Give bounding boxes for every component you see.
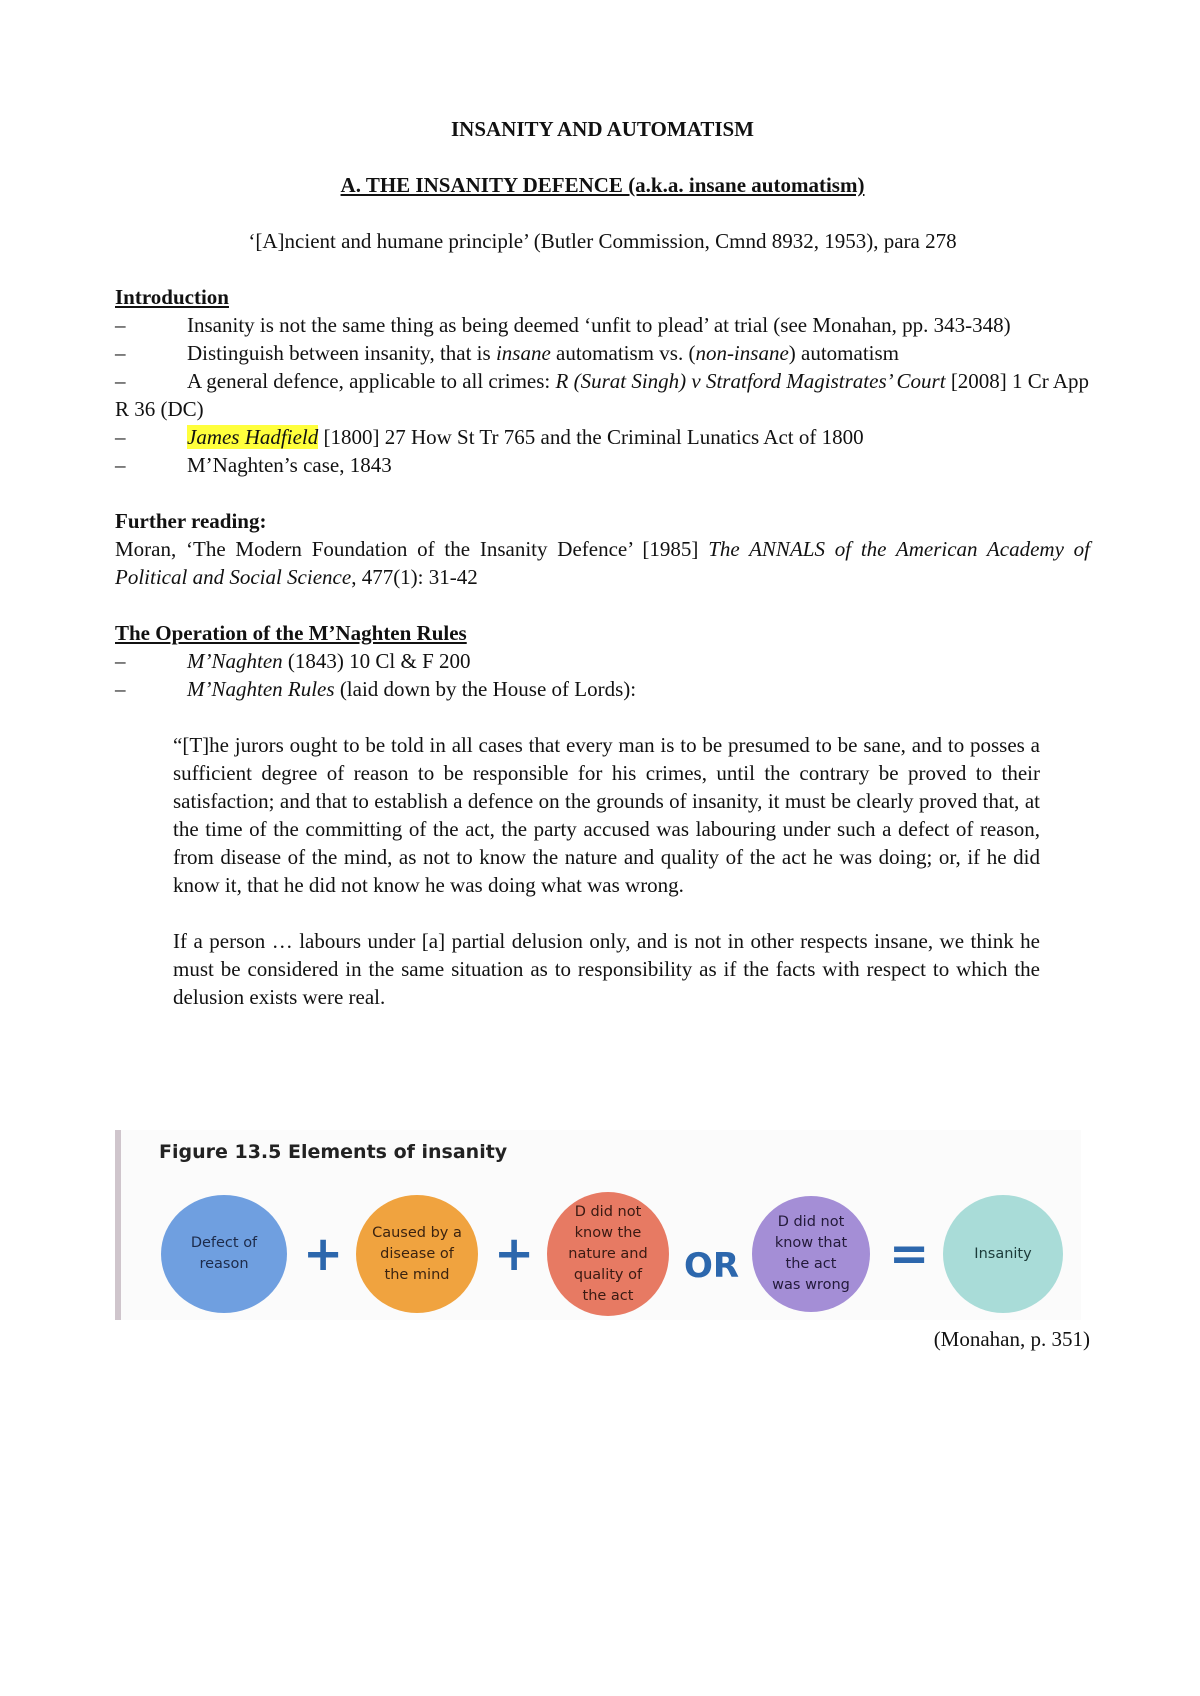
or-operator: OR [684, 1246, 740, 1286]
mnaghten-quote-paragraph-2: If a person … labours under [a] partial delusion only, and is not in other respects insane, we think he must be considered in the same situation as to responsibility as if the facts with respect to which the delusion exists were real. [173, 929, 1040, 1009]
dash: – [115, 677, 126, 701]
reading-text: , 477(1): 31-42 [351, 565, 478, 589]
circle-label: Caused by a disease of the mind [372, 1224, 462, 1283]
circle-label: Defect of reason [190, 1235, 258, 1272]
further-reading-text [115, 535, 1090, 591]
dash: – [115, 341, 126, 365]
circle-label: D did not know the nature and quality of the act [568, 1203, 648, 1304]
intro-item-5 [115, 451, 1090, 479]
equals-sign: = [889, 1226, 930, 1282]
intro-item-2-text: ) automatism [788, 341, 899, 365]
defect-of-reason-circle [161, 1195, 287, 1313]
intro-item-4-text: [1800] 27 How St Tr 765 and the Criminal Lunatics Act of 1800 [318, 425, 864, 449]
rules-name: M’Naghten Rules [187, 677, 335, 701]
intro-item-2-text: automatism vs. ( [550, 341, 696, 365]
plus-sign: + [494, 1226, 535, 1282]
case-citation: R (Surat Singh) v Stratford Magistrates’ Court [555, 369, 946, 393]
nature-quality-circle [547, 1192, 669, 1316]
case-name: M’Naghten [187, 649, 283, 673]
dash: – [115, 313, 126, 337]
dash: – [115, 369, 126, 393]
intro-item-3-text: [2008] 1 Cr App R 36 (DC) [115, 369, 1090, 421]
plus-sign: + [303, 1226, 344, 1282]
dash: – [115, 453, 126, 477]
intro-item-3-text: A general defence, applicable to all crimes: [187, 369, 556, 393]
circle-label: Insanity [974, 1245, 1032, 1262]
intro-item-2 [115, 339, 1090, 367]
operation-item-1-text: (1843) 10 Cl & F 200 [282, 649, 471, 673]
figure-title: Figure 13.5 Elements of insanity [159, 1141, 508, 1163]
operation-item-2-text: (laid down by the House of Lords): [334, 677, 637, 701]
page-title: INSANITY AND AUTOMATISM [451, 117, 754, 141]
figure-source-caption: (Monahan, p. 351) [933, 1327, 1090, 1351]
opening-quote: ‘[A]ncient and humane principle’ (Butler Commission, Cmnd 8932, 1953), para 278 [248, 229, 957, 253]
further-reading-heading: Further reading: [115, 509, 267, 533]
highlighted-case-name: James Hadfield [187, 425, 319, 449]
elements-of-insanity-figure [115, 1130, 1081, 1320]
section-a-heading: A. THE INSANITY DEFENCE (a.k.a. insane automatism) [340, 173, 865, 197]
intro-item-5-text: M’Naghten’s case, 1843 [187, 453, 392, 477]
disease-of-mind-circle [356, 1195, 478, 1313]
intro-item-2-text: Distinguish between insanity, that is [187, 341, 496, 365]
operation-heading: The Operation of the M’Naghten Rules [115, 621, 467, 645]
operation-item-2 [115, 675, 1090, 703]
dash: – [115, 425, 126, 449]
intro-item-3 [115, 367, 1090, 423]
circle-label: D did not know that the act was wrong [772, 1214, 850, 1293]
dash: – [115, 649, 126, 673]
intro-item-2-italic: insane [495, 341, 551, 365]
intro-item-4 [115, 423, 1090, 451]
journal-title: The ANNALS of the American Academy of Political and Social Science [115, 537, 1090, 589]
insanity-circle [943, 1195, 1063, 1313]
intro-item-1 [115, 311, 1090, 339]
introduction-heading: Introduction [115, 285, 229, 309]
reading-text: Moran, ‘The Modern Foundation of the Insanity Defence’ [1985] [115, 537, 709, 561]
intro-item-2-italic: non-insane [695, 341, 789, 365]
intro-item-1-text: Insanity is not the same thing as being deemed ‘unfit to plead’ at trial (see Monahan, pp. 343-348) [187, 313, 1011, 337]
act-was-wrong-circle [752, 1196, 870, 1312]
operation-item-1 [115, 647, 1090, 675]
document-body [115, 115, 1090, 1011]
mnaghten-quote-paragraph-1: “[T]he jurors ought to be told in all cases that every man is to be presumed to be sane, and to posses a sufficient degree of reason to be responsible for his crimes, until the contrary be proved to their satisfaction; and that to establish a defence on the grounds of insanity, it must be clearly proved that, at the time of the committing of the act, the party accused was labouring under such a defect of reason, from disease of the mind, as not to know the nature and quality of the act he was doing; or, if he did know it, that he did not know he was doing what was wrong. [173, 733, 1040, 897]
